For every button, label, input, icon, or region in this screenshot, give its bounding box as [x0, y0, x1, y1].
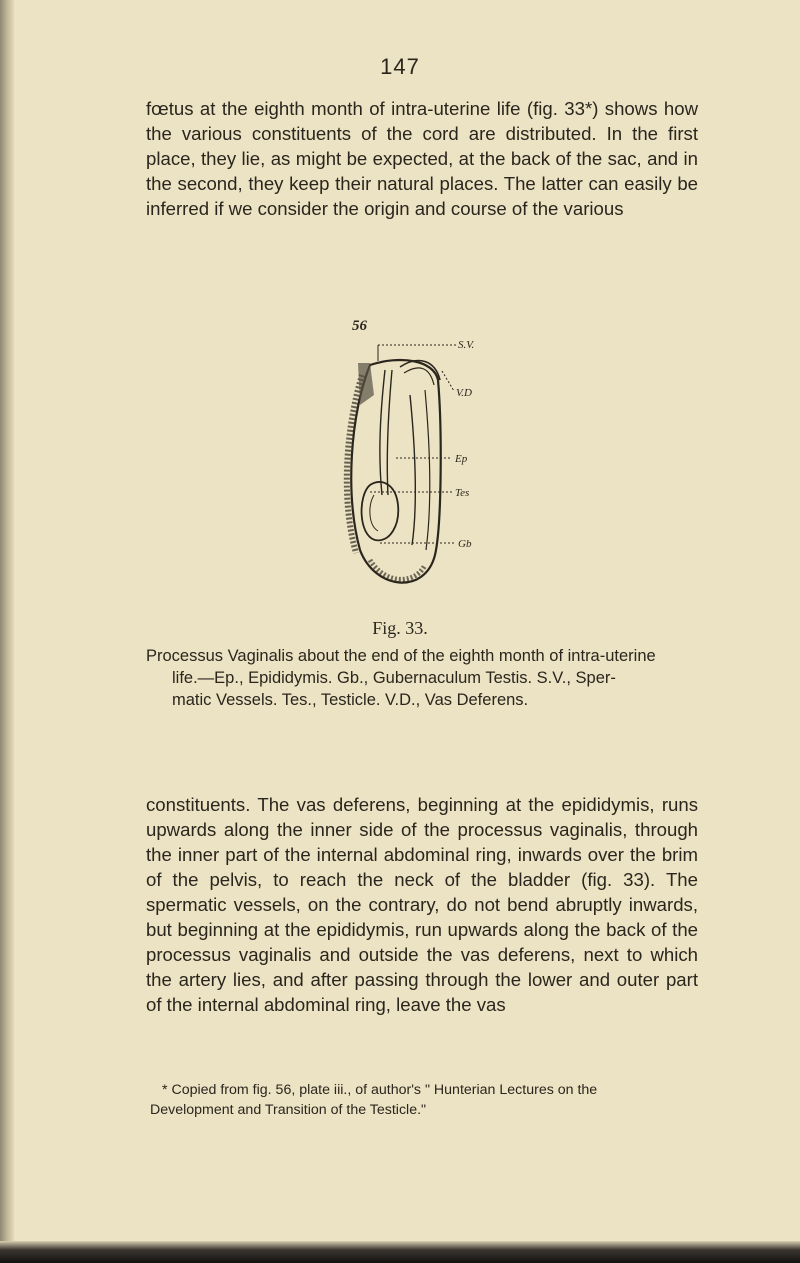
label-sv: S.V. — [458, 339, 475, 351]
label-vd: V.D — [456, 387, 472, 399]
figure-title: Fig. 33. — [372, 618, 428, 638]
label-tes: Tes — [455, 487, 470, 499]
caption-line-2: life.—Ep., Epididymis. Gb., Gubernaculum Testis. S.V., Sper- — [172, 669, 616, 687]
figure-caption — [146, 645, 698, 711]
footnote-line-2: Development and Transition of the Testicle." — [150, 1102, 427, 1118]
page-number: 147 — [380, 54, 420, 79]
page-bottom-edge — [0, 1241, 800, 1263]
caption-line-3: matic Vessels. Tes., Testicle. V.D., Vas Deferens. — [172, 691, 529, 709]
footnote-line-1: * Copied from fig. 56, plate iii., of author's " Hunterian Lectures on the — [162, 1082, 598, 1098]
figure-plate-label: 56 — [352, 318, 367, 334]
top-paragraph: fœtus at the eighth month of intra-uterine life (fig. 33*) shows how the various constituents of the cord are distributed. In the first place, they lie, as might be expected, at the back of the sac, and in the second, they keep their natural places. The latter can easily be inferred if we consider the origin and course of the various — [146, 98, 698, 219]
caption-line-1: Processus Vaginalis about the end of the eighth month of intra-uterine — [146, 647, 656, 665]
label-gb: Gb — [458, 538, 472, 550]
footnote — [150, 1080, 702, 1120]
label-ep: Ep — [455, 453, 468, 465]
figure-illustration — [330, 335, 520, 605]
processus-vaginalis-drawing — [330, 335, 520, 605]
bottom-paragraph: constituents. The vas deferens, beginning at the epididymis, runs upwards along the inner side of the processus vaginalis, through the inner part of the internal abdominal ring, inwards over the brim of the pelvis, to reach the neck of the bladder (fig. 33). The spermatic vessels, on the contrary, do not bend abruptly inwards, but beginning at the epididymis, run upwards along the back of the processus vaginalis and outside the vas deferens, next to which the artery lies, and after passing through the lower and outer part of the internal abdominal ring, leave the vas — [146, 794, 698, 1015]
